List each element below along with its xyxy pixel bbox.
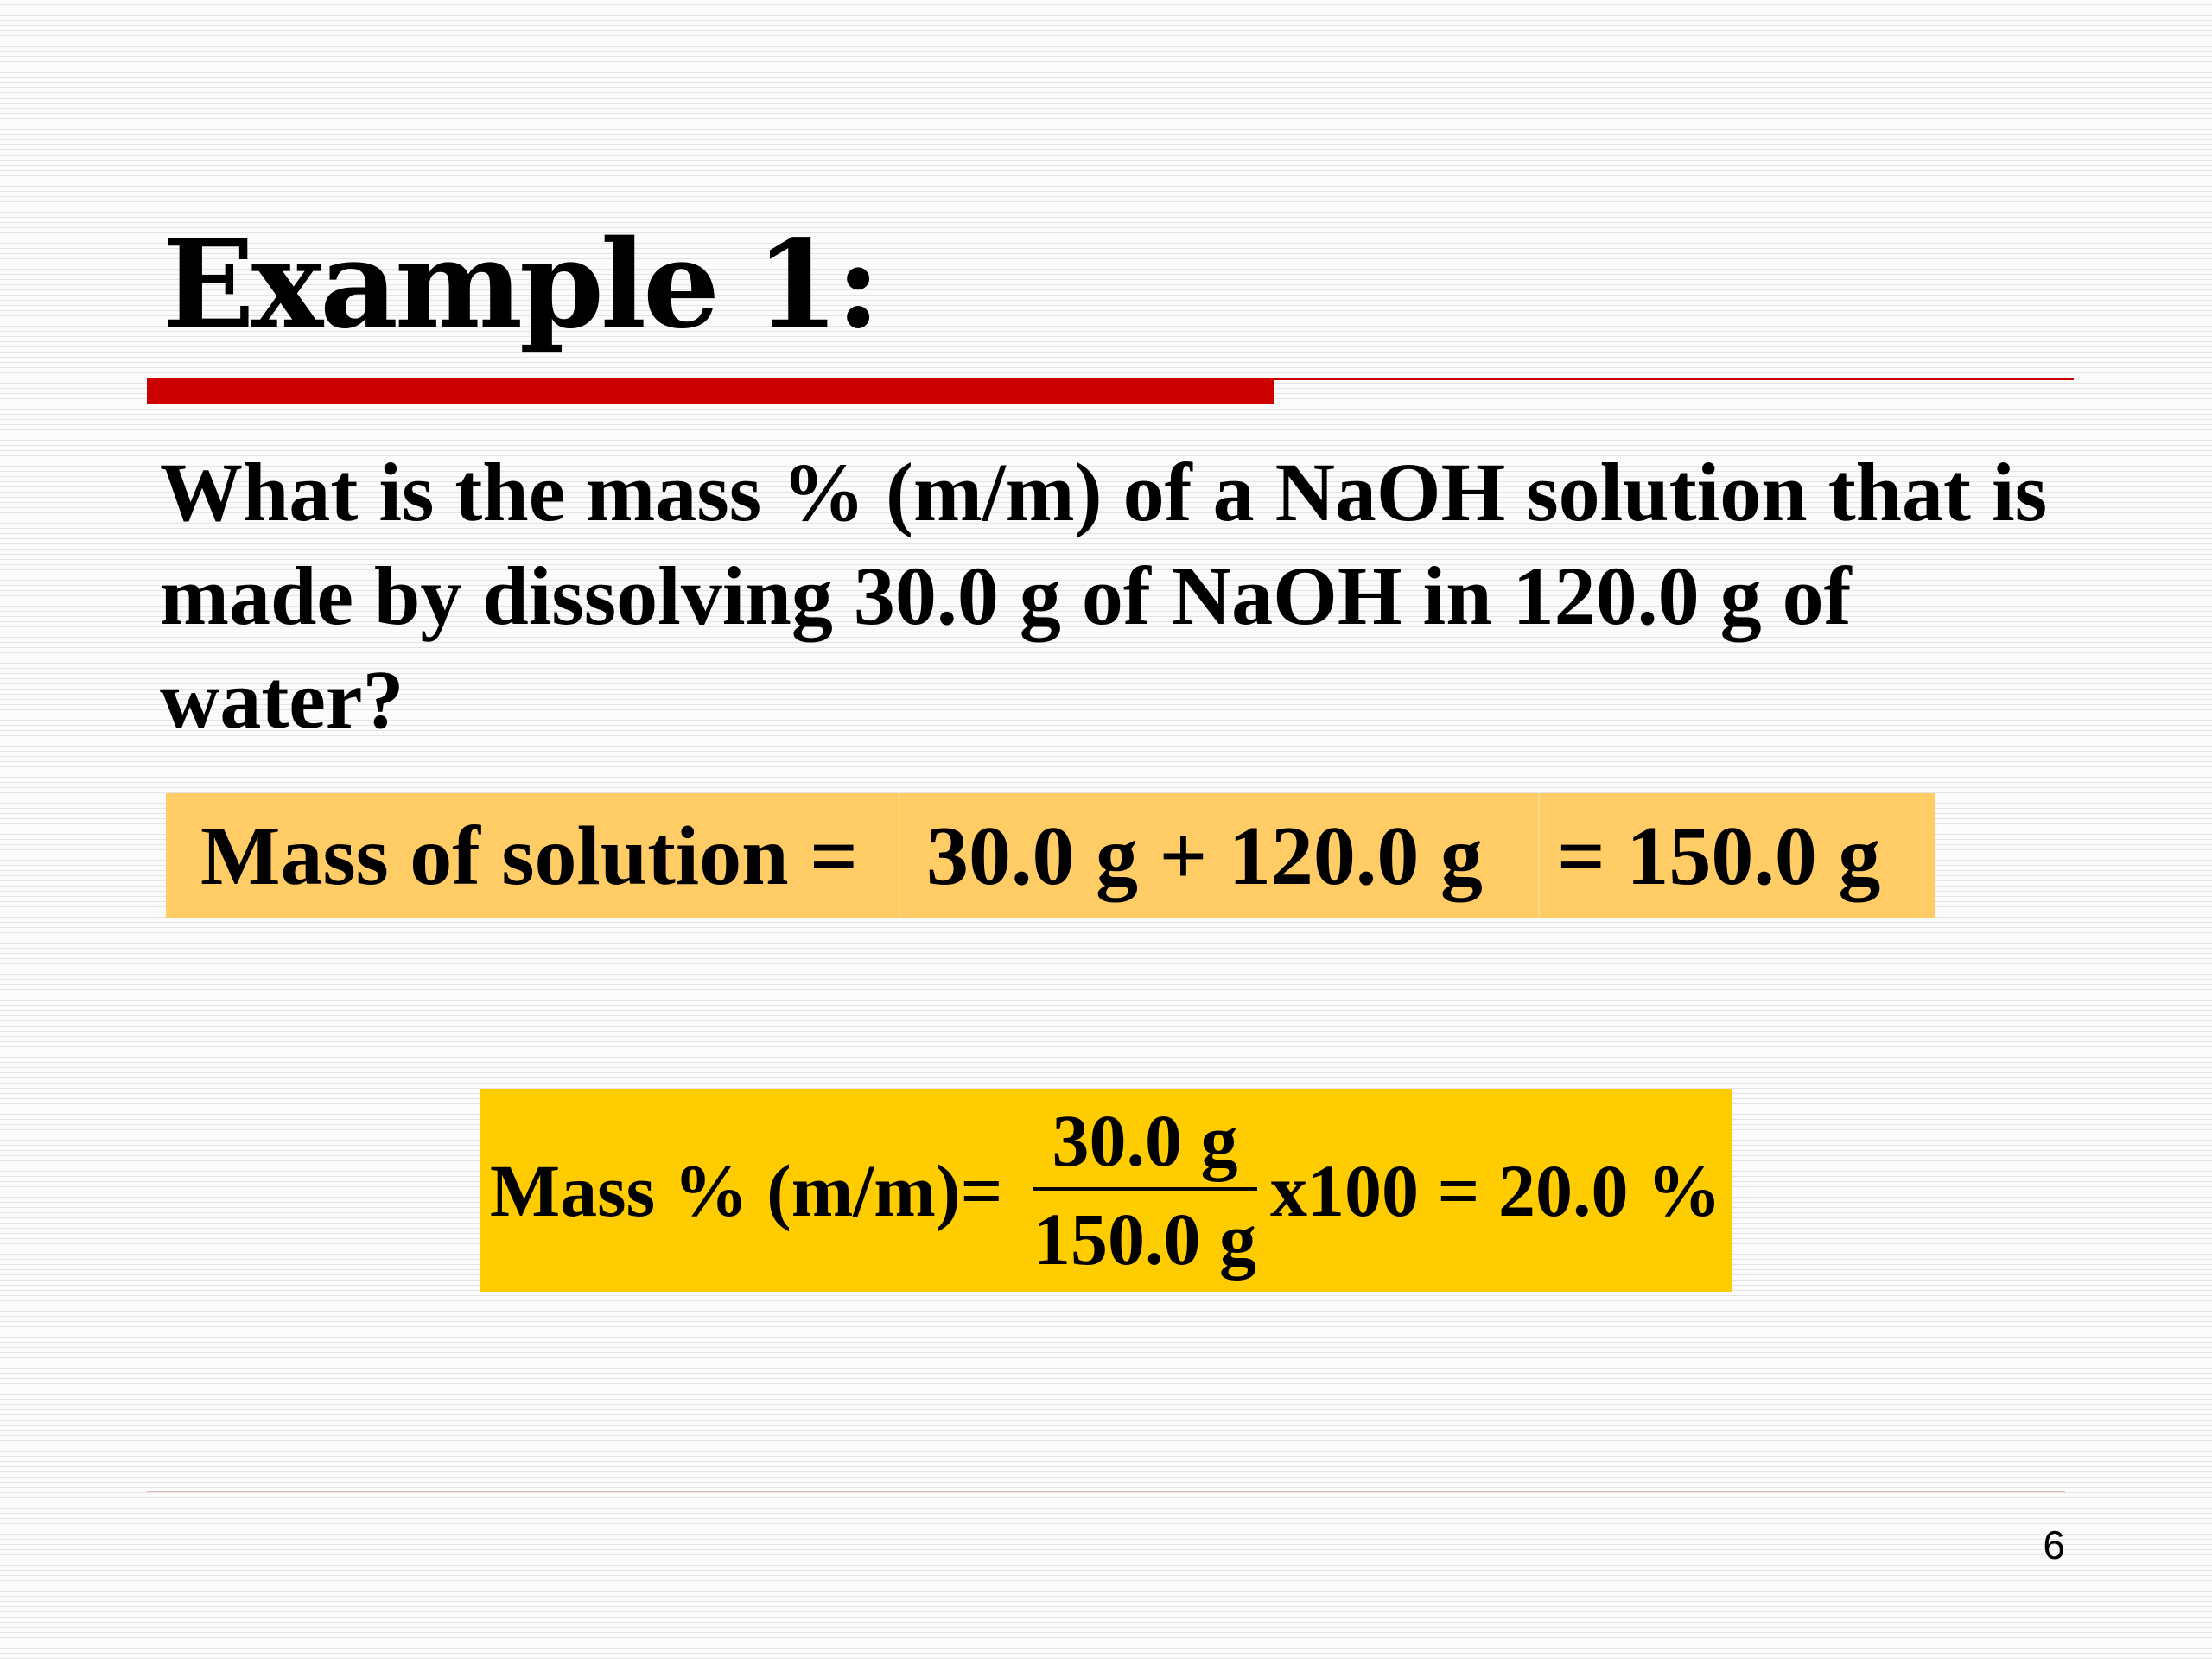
page-number: 6 — [2043, 1522, 2065, 1567]
slide-title: Example 1: — [162, 214, 878, 356]
mass-of-solution-box — [166, 793, 1936, 918]
footer-rule — [147, 1491, 2065, 1492]
mass-percent-box — [480, 1089, 1732, 1292]
title-underline-thin — [1274, 378, 2074, 380]
mass-of-solution-result: = 150.0 g — [1557, 809, 1881, 903]
fraction-denominator: 150.0 g — [1033, 1198, 1256, 1281]
fraction-numerator: 30.0 g — [1052, 1099, 1238, 1182]
question-text: What is the mass % (m/m) of a NaOH solution that is made by dissolving 30.0 g of NaOH in 120.0 g of water? — [160, 446, 2048, 746]
mass-of-solution-sum: 30.0 g + 120.0 g — [900, 793, 1540, 918]
fraction-bar — [1033, 1187, 1257, 1191]
mass-percent-result: x100 = 20.0 % — [1270, 1149, 1722, 1232]
mass-percent-label: Mass % (m/m)= — [490, 1149, 1003, 1232]
mass-percent-fraction — [1033, 1097, 1257, 1282]
title-underline-thick — [147, 378, 1274, 404]
mass-of-solution-label: Mass of solution = — [166, 793, 900, 918]
